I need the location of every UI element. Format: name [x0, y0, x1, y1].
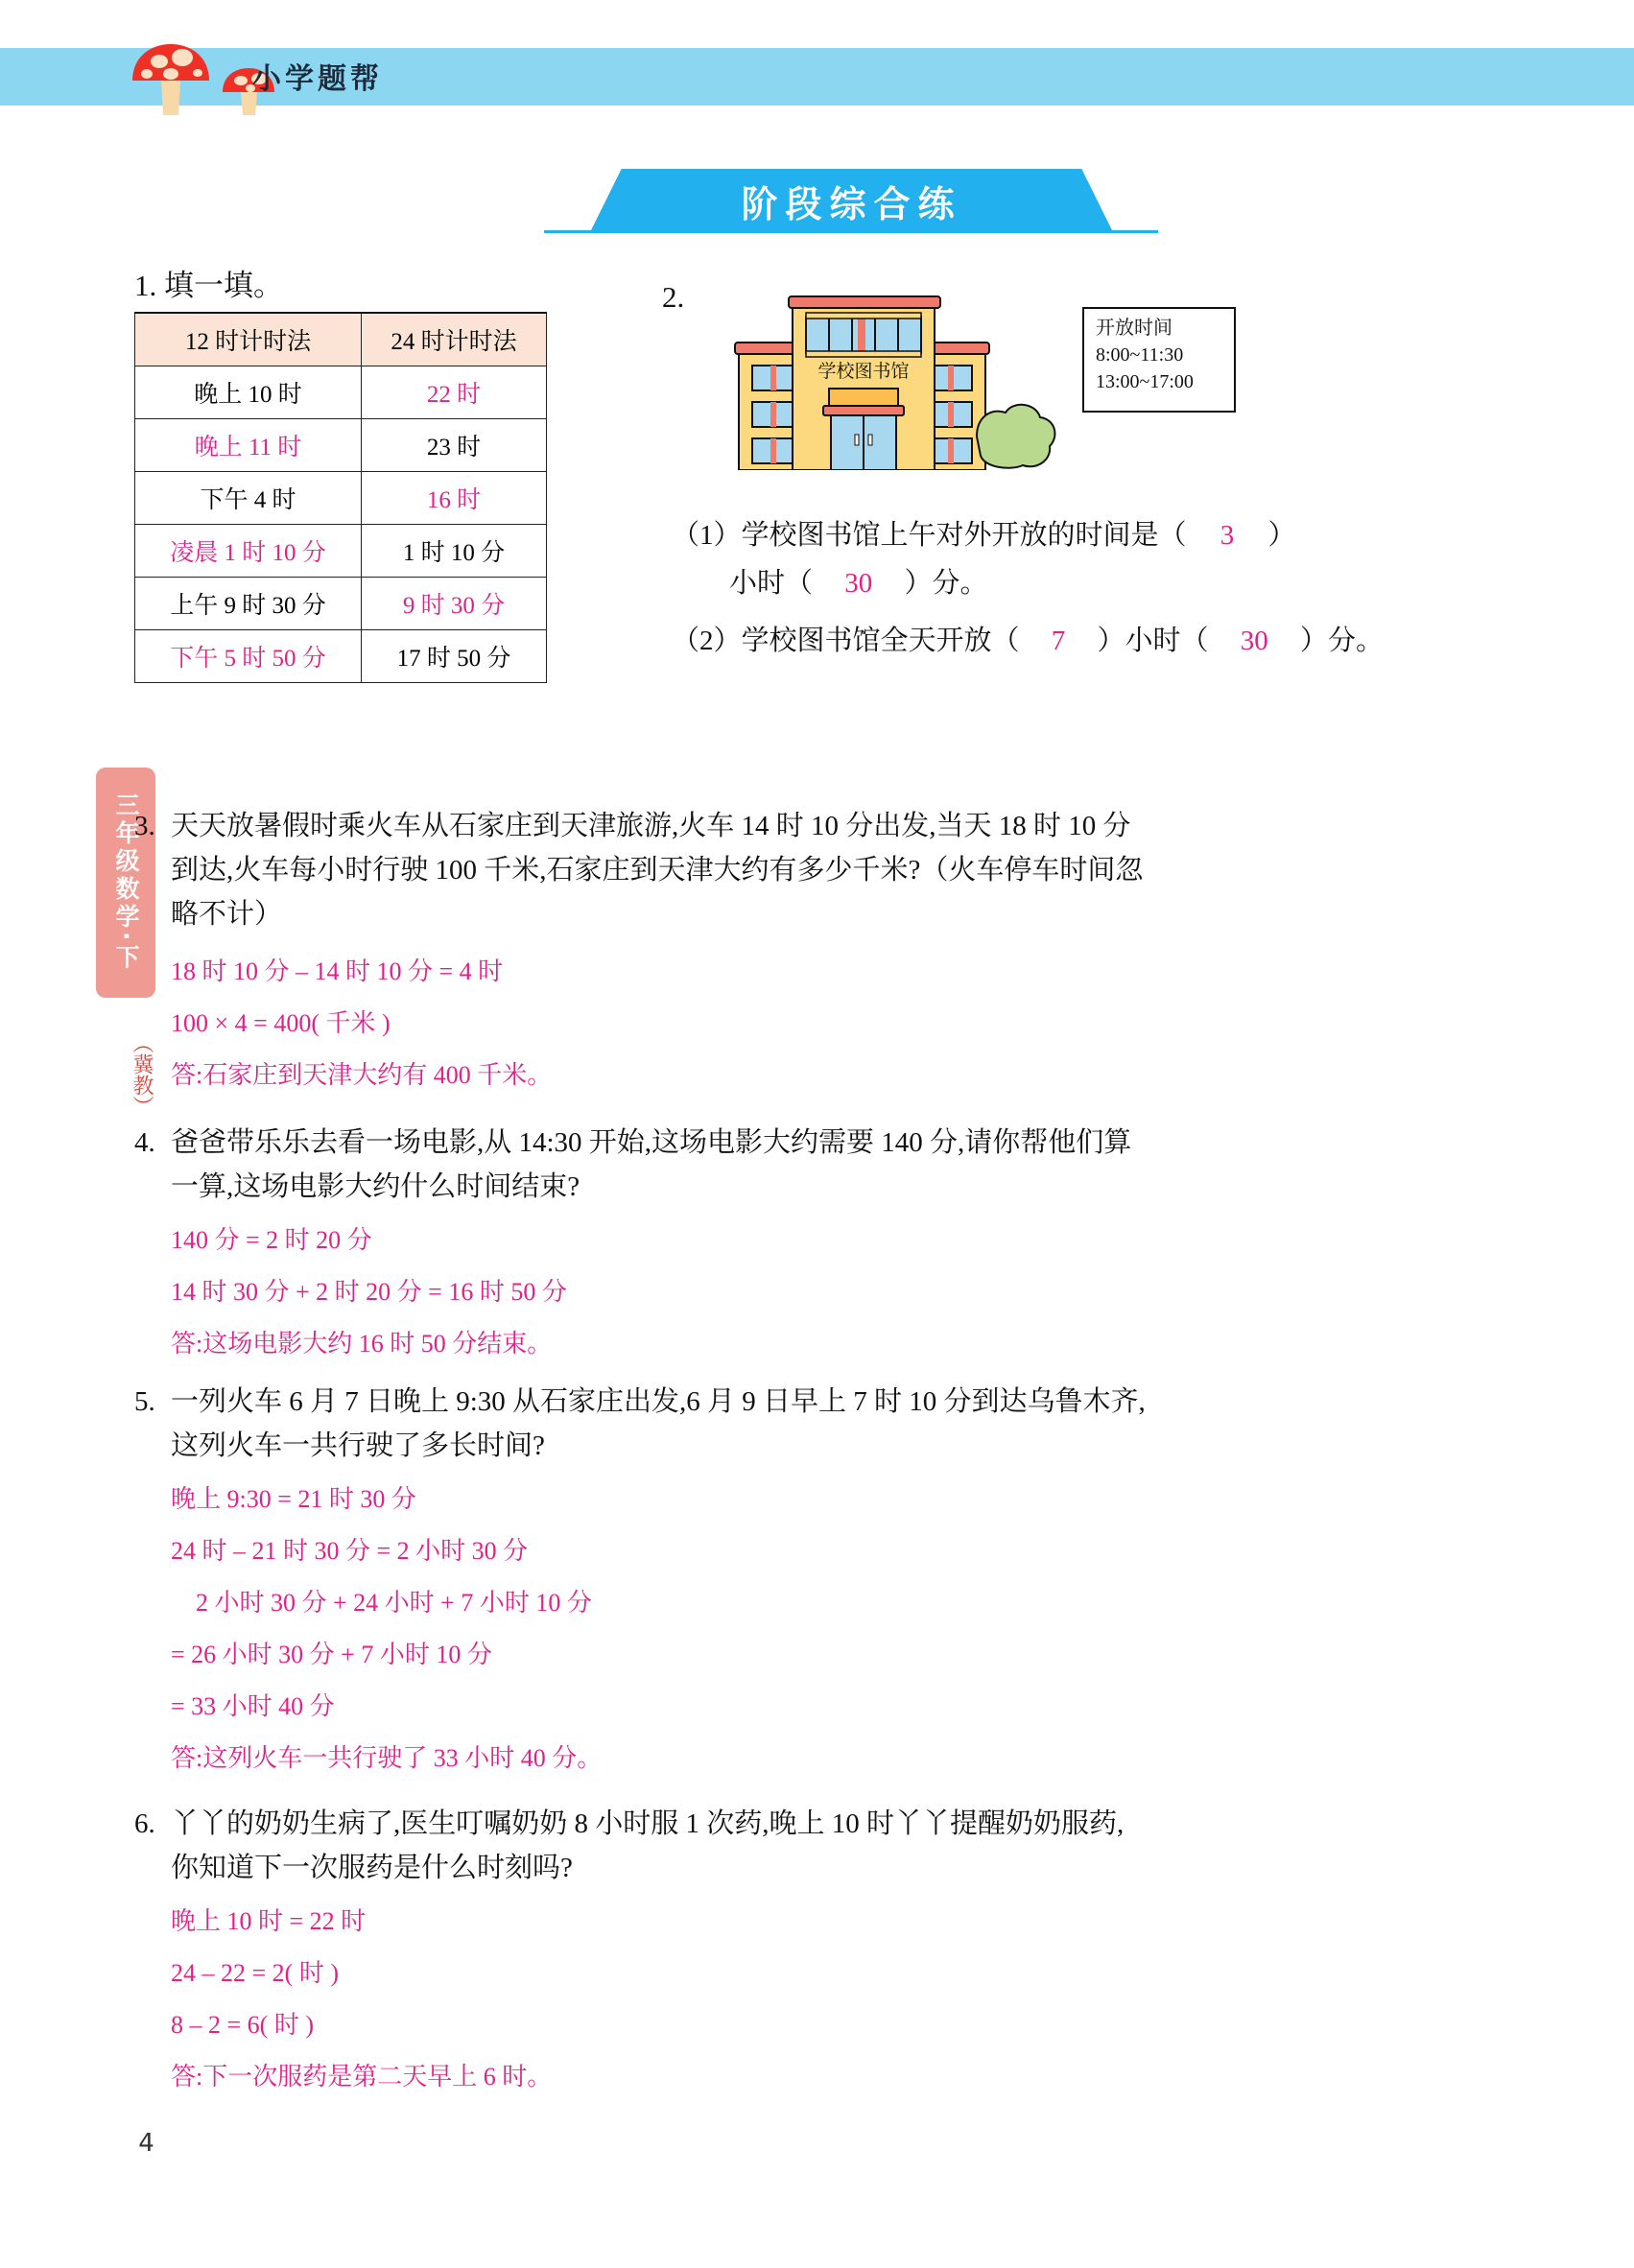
- cell-24h: 1 时 10 分: [361, 525, 546, 578]
- timekeeping-table: [134, 312, 547, 683]
- question-5-label: 5.: [134, 1386, 155, 1417]
- cell-24h: 23 时: [361, 419, 546, 472]
- question-2-sub1-line2: [729, 561, 1593, 605]
- side-tab-sublabel: （冀教）: [130, 1032, 154, 1117]
- section-title-banner: [590, 169, 1113, 232]
- question-4-text-line1: 爸爸带乐乐去看一场电影,从 14:30 开始,这场电影大约需要 140 分,请你帮他们算: [171, 1127, 1132, 1158]
- q2-sub1-line2-prefix: 小时（: [729, 568, 814, 599]
- title-underline: [544, 230, 1158, 233]
- cell-12h: 晚上 10 时: [135, 366, 362, 419]
- question-2-sub2: [672, 619, 1583, 663]
- page-title: 阶段综合练: [741, 182, 962, 225]
- q2-sub2-mid: ）小时（: [1097, 626, 1209, 656]
- side-tab-grade: [96, 768, 155, 998]
- q2-sub1-line2-suffix: ）分。: [904, 568, 988, 599]
- q2-sub2-answer-minutes[interactable]: 30: [1240, 626, 1268, 656]
- opening-hours-afternoon: 13:00~17:00: [1096, 371, 1194, 392]
- question-6-label: 6.: [134, 1808, 155, 1839]
- question-6-answer-line-1: 晚上 10 时 = 22 时: [171, 1907, 367, 1935]
- q2-sub1-answer-hours[interactable]: 3: [1220, 520, 1235, 551]
- question-3-answer-line-3: 答:石家庄到天津大约有 400 千米。: [171, 1061, 553, 1089]
- question-3-answer-line-1: 18 时 10 分 – 14 时 10 分 = 4 时: [171, 957, 504, 985]
- table-header-row: [135, 313, 547, 366]
- question-4-answer-line-3: 答:这场电影大约 16 时 50 分结束。: [171, 1330, 553, 1358]
- q2-sub2-suffix: ）分。: [1300, 626, 1385, 656]
- question-6-answer-line-3: 8 – 2 = 6( 时 ): [171, 2011, 314, 2039]
- table-row: [135, 419, 547, 472]
- question-5-answer-line-4: = 26 小时 30 分 + 7 小时 10 分: [171, 1641, 492, 1668]
- opening-hours-box: [1082, 307, 1236, 413]
- q2-sub1-close-paren: ）: [1267, 520, 1296, 551]
- table-row: [135, 366, 547, 419]
- question-6-answer-line-4: 答:下一次服药是第二天早上 6 时。: [171, 2063, 553, 2091]
- question-2-label: 2.: [662, 280, 685, 314]
- cell-12h[interactable]: 晚上 11 时: [135, 419, 362, 472]
- question-4-text-line2: 一算,这场电影大约什么时间结束?: [171, 1171, 580, 1202]
- table-row: [135, 630, 547, 683]
- cell-12h: 下午 4 时: [135, 472, 362, 525]
- question-3-text-line1: 天天放暑假时乘火车从石家庄到天津旅游,火车 14 时 10 分出发,当天 18 时 10 分: [171, 811, 1131, 841]
- question-6-text-line2: 你知道下一次服药是什么时刻吗?: [171, 1853, 573, 1883]
- question-3-text-line3: 略不计）: [171, 899, 283, 930]
- opening-hours-morning: 8:00~11:30: [1096, 344, 1184, 366]
- brand-title: 小学题帮: [252, 62, 383, 96]
- question-4-answer-line-2: 14 时 30 分 + 2 时 20 分 = 16 时 50 分: [171, 1278, 567, 1306]
- school-library-illustration: [729, 283, 1070, 465]
- page-number: 4: [96, 2123, 197, 2163]
- question-4-label: 4.: [134, 1127, 155, 1158]
- cell-12h[interactable]: 下午 5 时 50 分: [135, 630, 362, 683]
- side-tab-label: 三年级数学·下: [112, 792, 140, 973]
- q2-sub2-answer-hours[interactable]: 7: [1051, 626, 1066, 656]
- q2-sub1-prefix: （1）学校图书馆上午对外开放的时间是（: [672, 520, 1187, 551]
- question-5-answer-line-3: 2 小时 30 分 + 24 小时 + 7 小时 10 分: [171, 1589, 592, 1617]
- table-header-24h: 24 时计时法: [361, 313, 546, 366]
- cell-24h[interactable]: 9 时 30 分: [361, 578, 546, 630]
- question-5-answer-line-6: 答:这列火车一共行驶了 33 小时 40 分。: [171, 1744, 603, 1772]
- question-5-answer-line-2: 24 时 – 21 时 30 分 = 2 小时 30 分: [171, 1537, 529, 1565]
- q2-sub2-prefix: （2）学校图书馆全天开放（: [672, 626, 1020, 656]
- q2-sub1-answer-minutes[interactable]: 30: [844, 568, 873, 599]
- question-3-label: 3.: [134, 811, 155, 841]
- table-row: [135, 525, 547, 578]
- table-header-12h: 12 时计时法: [135, 313, 362, 366]
- table-row: [135, 578, 547, 630]
- question-5-text-line1: 一列火车 6 月 7 日晚上 9:30 从石家庄出发,6 月 9 日早上 7 时 10 分到达乌鲁木齐,: [171, 1386, 1146, 1417]
- table-row: [135, 472, 547, 525]
- question-3-text-line2: 到达,火车每小时行驶 100 千米,石家庄到天津大约有多少千米?（火车停车时间忽: [171, 855, 1144, 886]
- cell-24h[interactable]: 16 时: [361, 472, 546, 525]
- question-1-label: 1. 填一填。: [134, 269, 283, 302]
- question-3-answer-line-2: 100 × 4 = 400( 千米 ): [171, 1009, 391, 1037]
- cell-24h[interactable]: 22 时: [361, 366, 546, 419]
- opening-hours-title: 开放时间: [1096, 318, 1172, 339]
- question-4-answer-line-1: 140 分 = 2 时 20 分: [171, 1226, 372, 1254]
- cell-24h: 17 时 50 分: [361, 630, 546, 683]
- question-6-answer-line-2: 24 – 22 = 2( 时 ): [171, 1959, 339, 1987]
- library-sign-text: 学校图书馆: [817, 361, 910, 382]
- cell-12h[interactable]: 凌晨 1 时 10 分: [135, 525, 362, 578]
- question-6-text-line1: 丫丫的奶奶生病了,医生叮嘱奶奶 8 小时服 1 次药,晚上 10 时丫丫提醒奶奶服药,: [171, 1808, 1125, 1839]
- question-5-answer-line-1: 晚上 9:30 = 21 时 30 分: [171, 1485, 416, 1513]
- question-5-text-line2: 这列火车一共行驶了多长时间?: [171, 1430, 545, 1461]
- question-5-answer-line-5: = 33 小时 40 分: [171, 1692, 335, 1720]
- cell-12h: 上午 9 时 30 分: [135, 578, 362, 630]
- question-2-sub1-line1: [672, 513, 1535, 557]
